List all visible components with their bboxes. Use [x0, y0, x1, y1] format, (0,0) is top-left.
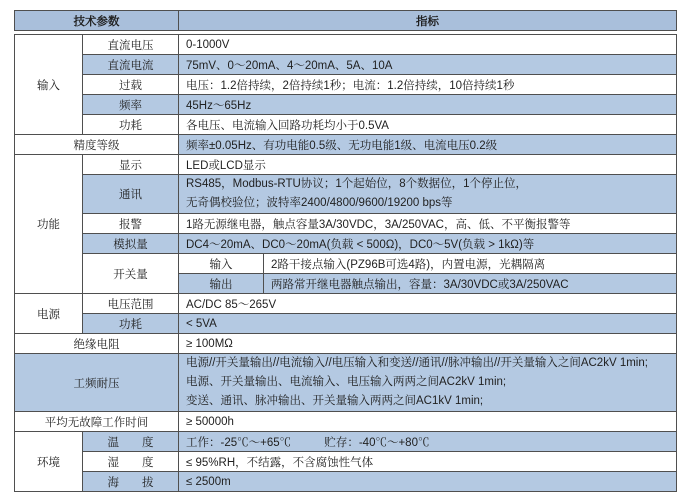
- spec-table-header: [14, 10, 677, 31]
- row-switch-input: [15, 254, 677, 274]
- group-input: 输入: [15, 35, 83, 135]
- comm-value-line2: 无奇偶校验位；波特率2400/4800/9600/19200 bps等: [186, 197, 453, 209]
- row-humidity: [15, 452, 677, 472]
- insulation-label: 绝缘电阻: [15, 334, 179, 354]
- switch-label: 开关量: [83, 254, 179, 294]
- mtbf-value: ≥ 50000h: [179, 412, 677, 432]
- header-params: 技术参数: [15, 11, 179, 31]
- input-power-label: 功耗: [83, 115, 179, 135]
- supply-power-label: 功耗: [83, 314, 179, 334]
- display-value: LED或LCD显示: [179, 155, 677, 175]
- header-row: [15, 11, 677, 31]
- row-alarm: [15, 214, 677, 234]
- spec-table-body: [14, 34, 677, 492]
- dc-current-label: 直流电流: [83, 55, 179, 75]
- frequency-label: 频率: [83, 95, 179, 115]
- temperature-storage: 贮存：-40℃～+80℃: [324, 436, 430, 449]
- switch-output-value: 两路常开继电器触点输出，容量：3A/30VDC或3A/250VAC: [264, 274, 677, 294]
- alarm-label: 报警: [83, 214, 179, 234]
- frequency-value: 45Hz～65Hz: [179, 95, 677, 115]
- overload-value: 电压：1.2倍持续，2倍持续1秒；电流：1.2倍持续，10倍持续1秒: [179, 75, 677, 95]
- comm-value-line1: RS485，Modbus-RTU协议；1个起始位，8个数据位，1个停止位，: [186, 178, 528, 190]
- supply-power-value: < 5VA: [179, 314, 677, 334]
- voltage-range-value: AC/DC 85～265V: [179, 294, 677, 314]
- comm-value: [179, 175, 677, 214]
- temperature-value: [179, 432, 677, 452]
- header-indicators: 指标: [179, 11, 677, 31]
- switch-output-label: 输出: [179, 274, 264, 294]
- row-withstand: [15, 354, 677, 412]
- altitude-value: ≤ 2500m: [179, 472, 677, 492]
- group-power-supply: 电源: [15, 294, 83, 334]
- withstand-value-line1: 电源//开关量输出//电流输入//电压输入和变送//通讯//脉冲输出//开关量输入之间AC2kV 1min;: [186, 357, 648, 369]
- row-temperature: [15, 432, 677, 452]
- row-frequency: [15, 95, 677, 115]
- withstand-value-line2: 电源、开关量输出、电流输入、电压输入两两之间AC2kV 1min;: [186, 376, 507, 388]
- analog-label: 模拟量: [83, 234, 179, 254]
- altitude-label: 海 拔: [83, 472, 179, 492]
- spec-sheet: [14, 10, 676, 492]
- row-insulation: [15, 334, 677, 354]
- row-input-power: [15, 115, 677, 135]
- group-functions: 功能: [15, 155, 83, 294]
- row-dc-current: [15, 55, 677, 75]
- row-comm: [15, 175, 677, 214]
- dc-current-value: 75mV、0～20mA、4～20mA、5A、10A: [179, 55, 677, 75]
- humidity-value: ≤ 95%RH，不结露，不含腐蚀性气体: [179, 452, 677, 472]
- insulation-value: ≥ 100MΩ: [179, 334, 677, 354]
- voltage-range-label: 电压范围: [83, 294, 179, 314]
- alarm-value: 1路无源继电器，触点容量3A/30VDC，3A/250VAC，高、低、不平衡报警等: [179, 214, 677, 234]
- dc-voltage-label: 直流电压: [83, 35, 179, 55]
- row-dc-voltage: [15, 35, 677, 55]
- switch-input-value: 2路干接点输入(PZ96B可选4路)，内置电源，光耦隔离: [264, 254, 677, 274]
- humidity-label: 湿 度: [83, 452, 179, 472]
- comm-label: 通讯: [83, 175, 179, 214]
- row-accuracy: [15, 135, 677, 155]
- row-altitude: [15, 472, 677, 492]
- row-overload: [15, 75, 677, 95]
- row-mtbf: [15, 412, 677, 432]
- switch-input-label: 输入: [179, 254, 264, 274]
- accuracy-label: 精度等级: [15, 135, 179, 155]
- group-environment: 环境: [15, 432, 83, 492]
- display-label: 显示: [83, 155, 179, 175]
- mtbf-label: 平均无故障工作时间: [15, 412, 179, 432]
- input-power-value: 各电压、电流输入回路功耗均小于0.5VA: [179, 115, 677, 135]
- withstand-label: 工频耐压: [15, 354, 179, 412]
- temperature-work: 工作：-25℃～+65℃: [186, 436, 292, 449]
- overload-label: 过载: [83, 75, 179, 95]
- row-analog: [15, 234, 677, 254]
- row-display: [15, 155, 677, 175]
- row-supply-power: [15, 314, 677, 334]
- row-voltage-range: [15, 294, 677, 314]
- withstand-value: [179, 354, 677, 412]
- dc-voltage-value: 0-1000V: [179, 35, 677, 55]
- accuracy-value: 频率±0.05Hz、有功电能0.5级、无功电能1级、电流电压0.2级: [179, 135, 677, 155]
- analog-value: DC4～20mA、DC0～20mA(负载 < 500Ω)，DC0～5V(负载 > 1kΩ)等: [179, 234, 677, 254]
- temperature-label: 温 度: [83, 432, 179, 452]
- withstand-value-line3: 变送、通讯、脉冲输出、开关量输入两两之间AC1kV 1min;: [186, 395, 484, 407]
